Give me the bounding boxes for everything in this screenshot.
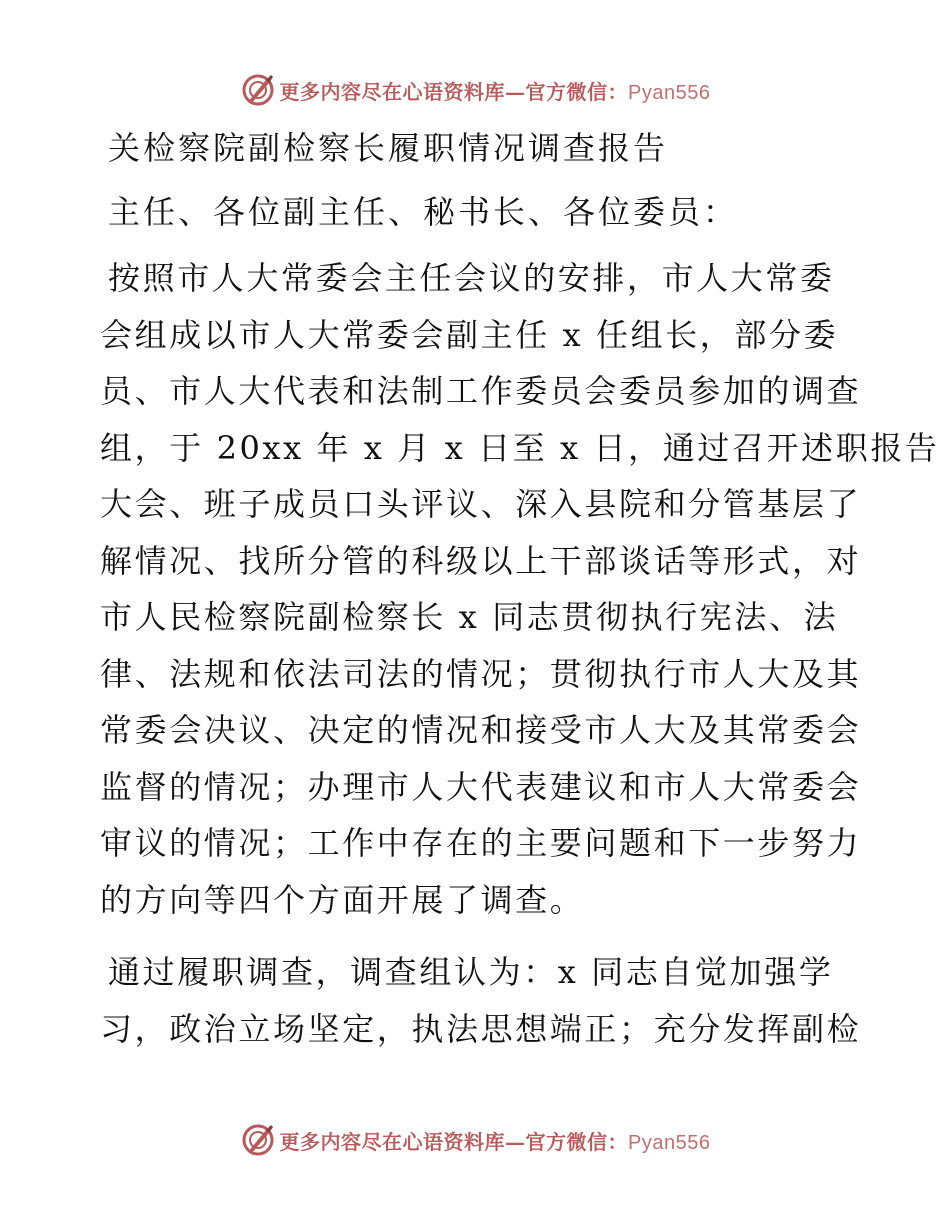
watermark-text: 更多内容尽在心语资料库—官方微信：Pyan556 [279,1129,711,1154]
paragraph-2 [100,944,862,1057]
text-line: 习，政治立场坚定，执法思想端正；充分发挥副检 [100,1009,862,1048]
watermark-text: 更多内容尽在心语资料库—官方微信：Pyan556 [279,79,711,104]
quill-logo-icon [240,72,276,108]
wechat-id: Pyan556 [628,1131,711,1154]
quill-logo-icon [240,1122,276,1158]
text-line: 通过履职调查，调查组认为：x 同志自觉加强学 [108,953,834,991]
text-line: 律、法规和依法司法的情况；贯彻执行市人大及其 [100,654,862,693]
text-line: 的方向等四个方面开展了调查。 [100,880,585,919]
text-line: 员、市人大代表和法制工作委员会委员参加的调查 [100,372,862,410]
text-line: 按照市人大常委会主任会议的安排，市人大常委 [108,259,835,297]
text-line: 常委会决议、决定的情况和接受市人大及其常委会 [100,711,862,749]
document-body [100,122,940,1073]
paragraph-1 [100,250,940,928]
text-line: 审议的情况；工作中存在的主要问题和下一步努力 [100,824,862,862]
text-line: 解情况、找所分管的科级以上干部谈话等形式，对 [100,541,862,580]
text-line: 监督的情况；办理市人大代表建议和市人大常委会 [100,767,862,806]
text-line: 会组成以市人大常委会副主任 x 任组长，部分委 [100,315,839,354]
watermark-banner-top [0,72,950,108]
document-salutation: 主任、各位副主任、秘书长、各位委员： [108,193,739,231]
text-line: 市人民检察院副检察长 x 同志贯彻执行宪法、法 [100,598,839,636]
wechat-id: Pyan556 [628,81,711,104]
watermark-banner-bottom [0,1122,950,1158]
document-title: 关检察院副检察长履职情况调查报告 [108,129,669,167]
text-line: 大会、班子成员口头评议、深入县院和分管基层了 [100,485,862,523]
text-line: 组，于 20xx 年 x 月 x 日至 x 日，通过召开述职报告 [100,428,940,467]
